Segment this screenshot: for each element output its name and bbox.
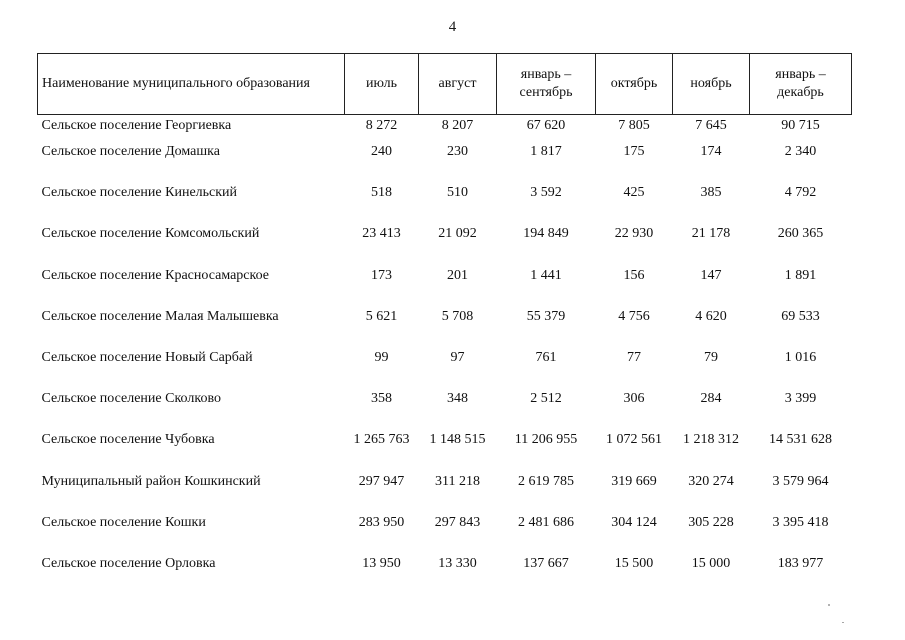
cell-november: 174 — [700, 144, 722, 159]
cell-january-december: 3 399 — [784, 391, 817, 407]
cell-august: 297 843 — [434, 514, 481, 530]
cell-july: 358 — [371, 391, 392, 407]
data-table — [37, 53, 852, 596]
scan-speck — [842, 622, 844, 623]
cell-august: 13 330 — [438, 555, 477, 571]
cell-october: 22 930 — [614, 226, 654, 242]
cell-august: 230 — [447, 144, 468, 159]
table-row — [38, 431, 852, 472]
table-row — [38, 225, 852, 266]
cell-august: 311 218 — [435, 473, 480, 489]
cell-january-september: 2 619 785 — [518, 473, 574, 489]
cell-november: 1 218 312 — [683, 432, 739, 448]
cell-october: 306 — [623, 391, 645, 407]
cell-january-september: 2 512 — [530, 391, 562, 407]
cell-october: 319 669 — [611, 473, 657, 489]
cell-november: 385 — [700, 185, 722, 201]
cell-january-september: 1 817 — [530, 144, 562, 159]
cell-january-december: 69 533 — [781, 308, 820, 324]
cell-august: 1 148 515 — [429, 432, 486, 448]
cell-january-september: 67 620 — [526, 118, 566, 133]
cell-july: 173 — [371, 267, 392, 283]
cell-october: 7 805 — [618, 118, 650, 133]
table-row — [38, 555, 852, 596]
table-row — [38, 115, 852, 144]
cell-november: 4 620 — [695, 308, 727, 324]
cell-january-september: 55 379 — [526, 308, 566, 324]
cell-november: 284 — [700, 391, 722, 407]
cell-january-december: 14 531 628 — [769, 432, 832, 448]
cell-municipality-name: Сельское поселение Чубовка — [41, 432, 215, 448]
page-number: 4 — [448, 19, 457, 35]
cell-july: 1 265 763 — [353, 432, 410, 448]
cell-january-september: 1 441 — [530, 267, 562, 283]
cell-municipality-name: Сельское поселение Сколково — [41, 391, 221, 407]
cell-municipality-name: Сельское поселение Кинельский — [41, 185, 238, 201]
table-body — [38, 115, 852, 597]
cell-august: 510 — [447, 185, 468, 201]
cell-october: 175 — [623, 144, 645, 159]
cell-january-december: 2 340 — [784, 144, 817, 159]
cell-october: 156 — [623, 267, 645, 283]
cell-january-september: 3 592 — [530, 185, 562, 201]
cell-october: 425 — [623, 185, 645, 201]
cell-november: 21 178 — [691, 226, 731, 242]
table-row — [38, 267, 852, 308]
table-row — [38, 308, 852, 349]
cell-january-december: 1 891 — [784, 267, 817, 283]
cell-july: 23 413 — [362, 226, 401, 242]
cell-july: 8 272 — [365, 118, 398, 133]
cell-january-september: 761 — [535, 349, 557, 365]
cell-july: 518 — [371, 185, 392, 201]
cell-august: 8 207 — [441, 118, 474, 133]
table-row — [38, 514, 852, 555]
cell-municipality-name: Сельское поселение Домашка — [41, 144, 220, 159]
header-january-december: январь – декабрь — [750, 54, 852, 115]
cell-november: 305 228 — [688, 514, 734, 530]
cell-january-september: 137 667 — [523, 555, 569, 571]
table-row — [38, 143, 852, 184]
header-october: октябрь — [596, 54, 673, 115]
cell-january-december: 260 365 — [777, 226, 824, 242]
cell-october: 4 756 — [618, 308, 650, 324]
cell-november: 79 — [704, 349, 718, 365]
cell-january-december: 1 016 — [784, 349, 817, 365]
cell-january-december: 3 579 964 — [772, 473, 829, 489]
cell-november: 147 — [700, 267, 722, 283]
cell-october: 1 072 561 — [606, 432, 662, 448]
header-november: ноябрь — [673, 54, 750, 115]
cell-october: 77 — [627, 349, 641, 365]
header-august: август — [419, 54, 497, 115]
cell-municipality-name: Сельское поселение Новый Сарбай — [41, 349, 253, 365]
cell-july: 99 — [374, 349, 389, 365]
cell-municipality-name: Сельское поселение Георгиевка — [41, 118, 232, 133]
cell-july: 240 — [371, 144, 392, 159]
cell-municipality-name: Сельское поселение Малая Малышевка — [41, 308, 279, 324]
cell-october: 304 124 — [611, 514, 657, 530]
header-january-september: январь – сентябрь — [497, 54, 596, 115]
table-row — [38, 473, 852, 514]
table-row — [38, 390, 852, 431]
cell-november: 7 645 — [695, 118, 727, 133]
scan-speck — [828, 604, 830, 606]
cell-municipality-name: Сельское поселение Красносамарское — [41, 267, 269, 283]
table-header-row — [38, 54, 852, 115]
cell-august: 348 — [447, 391, 468, 407]
cell-july: 297 947 — [358, 473, 405, 489]
cell-january-december: 90 715 — [781, 118, 820, 133]
cell-november: 15 000 — [691, 555, 731, 571]
table-row — [38, 349, 852, 390]
cell-january-september: 2 481 686 — [518, 514, 574, 530]
cell-august: 97 — [450, 349, 465, 365]
cell-january-december: 183 977 — [777, 555, 824, 571]
cell-january-december: 3 395 418 — [772, 514, 829, 530]
cell-october: 15 500 — [614, 555, 654, 571]
cell-august: 5 708 — [441, 308, 474, 324]
cell-municipality-name: Сельское поселение Комсомольский — [41, 226, 260, 242]
cell-july: 13 950 — [362, 555, 401, 571]
cell-january-december: 4 792 — [784, 185, 817, 201]
cell-municipality-name: Сельское поселение Кошки — [41, 514, 206, 530]
cell-january-september: 11 206 955 — [514, 432, 578, 448]
cell-july: 283 950 — [358, 514, 405, 530]
cell-november: 320 274 — [688, 473, 734, 489]
cell-august: 201 — [447, 267, 468, 283]
cell-july: 5 621 — [365, 308, 398, 324]
cell-august: 21 092 — [438, 226, 477, 242]
cell-municipality-name: Муниципальный район Кошкинский — [41, 473, 261, 489]
table-row — [38, 184, 852, 225]
header-july: июль — [345, 54, 419, 115]
cell-municipality-name: Сельское поселение Орловка — [41, 555, 216, 571]
cell-january-september: 194 849 — [523, 226, 569, 242]
header-municipality-name: Наименование муниципального образования — [38, 54, 345, 115]
